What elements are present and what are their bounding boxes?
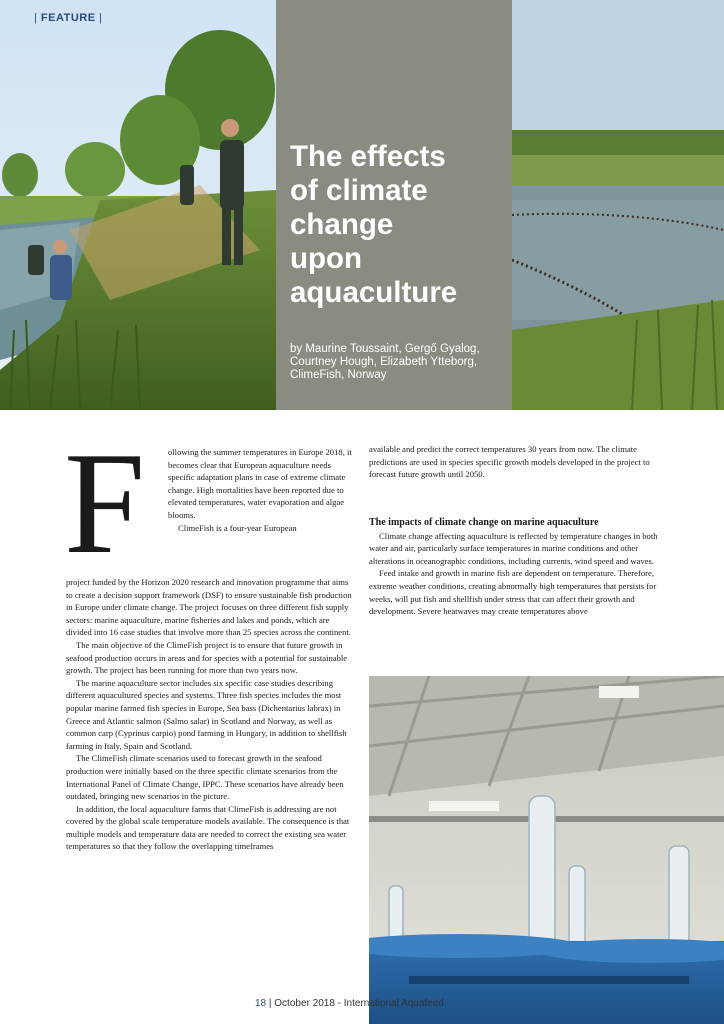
page-number: 18 xyxy=(255,998,267,1009)
paragraph: The main objective of the ClimeFish project is to ensure that future growth in seafood production occurs in areas and for species with a potential for sustainable growth. The project has been running for more than two years now. xyxy=(66,639,348,676)
footer-text: | October 2018 - International Aquafeed xyxy=(268,998,444,1009)
title-line: upon xyxy=(290,242,363,275)
photo-hatchery-tanks xyxy=(369,676,724,1024)
drop-cap: F xyxy=(64,422,146,584)
paragraph: In addition, the local aquaculture farms that ClimeFish is addressing are not covered by the global scale temperature models available. The consequence is that multiple models and temperature data are needed to correct the existing sea water temperatures so that they follow the overlapping timeframes xyxy=(66,803,350,852)
intro-paragraph xyxy=(168,446,353,534)
byline: by Maurine Toussaint, Gergő Gyalog, Courtney Hough, Elizabeth Ytteborg, ClimeFish, Norway xyxy=(290,343,480,381)
body-column-right-top xyxy=(369,443,660,481)
page-footer xyxy=(255,998,444,1009)
climefish-intro-start: ClimeFish is a four-year European xyxy=(178,522,297,533)
body-column-left xyxy=(66,576,353,853)
paragraph: Feed intake and growth in marine fish are dependent on temperature. Therefore, extreme weather conditions, creating abnormally high temperatures that persists for weeks, will put fish and shellfish under stress that can affect their growth and development. Severe heatwaves may create temperatures above xyxy=(369,568,657,617)
paragraph: project funded by the Horizon 2020 research and innovation programme that aims to create a decision support framework (DSF) to ensure sustainable fish production in Europe under climate change. The project focuses on three different fish supply sectors: marine aquaculture, marine fisheries and lakes and ponds, which are divided into 16 case studies that involve more than 25 species across the continent. xyxy=(66,577,352,638)
photo-pond-netting xyxy=(0,0,276,410)
subheading-impacts: The impacts of climate change on marine aquaculture xyxy=(369,517,599,528)
photo-pond-net-line xyxy=(512,0,724,410)
paragraph: The ClimeFish climate scenarios used to forecast growth in the seafood production were initially based on the three specific climate scenarios from the International Panel of Climate Change, IPPC. These scenarios have already been outdated, bringing new scenarios in the picture. xyxy=(66,753,344,802)
paragraph: The marine aquaculture sector includes six specific case studies describing different aquacultured species and systems. Three fish species includes the most popular marine farmed fish species in Europe, Sea bass (Dichentarius labrax) in Greece and Atlantic salmon (Salmo salar) in Scotland and Norway, as well as common carp (Cyprinus carpio) pond farming in Hungary, in addition to shellfish farming in Italy, Spain and Scotland. xyxy=(66,677,347,751)
title-line: The effects xyxy=(290,140,446,173)
title-line: of climate xyxy=(290,174,428,207)
title-line: change xyxy=(290,208,394,241)
paragraph: Climate change affecting aquaculture is reflected by temperature changes in both water and air, particularly surface temperatures in marine conditions and other alterations in oceanographic conditions, including currents, wind speed and waves. xyxy=(369,530,658,566)
paragraph: available and predict the correct temperatures 30 years from now. The climate predictions are used in species specific growth models developed in the project to forecast future growth until 2050. xyxy=(369,444,650,480)
intro-text: ollowing the summer temperatures in Europe 2018, it becomes clear that European aquaculture needs specific adaptation plans in case of extreme climate change. High mortalities have been reported due to elevated temperatures, water evaporation and algae blooms. xyxy=(168,447,352,520)
article-title xyxy=(290,140,505,310)
title-line: aquaculture xyxy=(290,276,458,309)
body-column-right xyxy=(369,517,660,618)
section-label: | FEATURE | xyxy=(34,12,103,24)
